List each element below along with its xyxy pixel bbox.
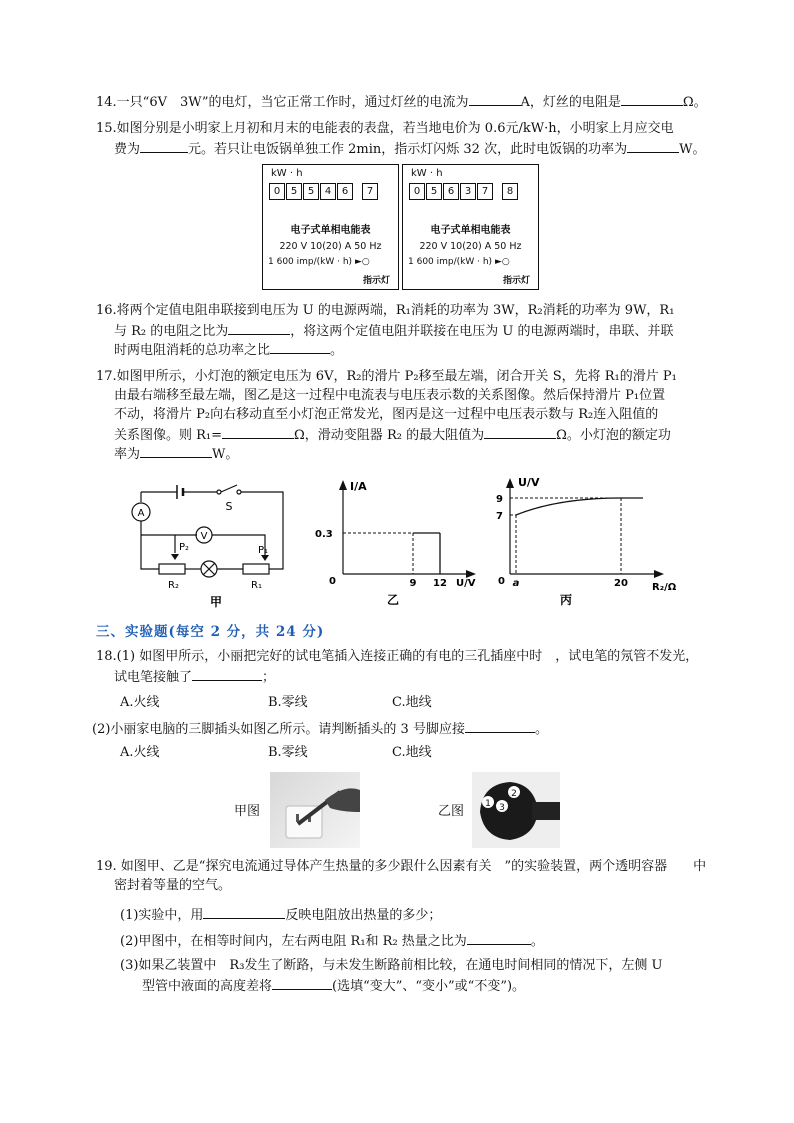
q18-option-b[interactable]: B.零线	[268, 695, 308, 710]
meter-digit: 5	[303, 183, 319, 200]
q18-option-a[interactable]: A.火线	[120, 745, 160, 760]
q15-blank-power[interactable]	[627, 139, 679, 153]
meter-digits	[409, 183, 519, 200]
meter-title: 电子式单相电能表	[430, 225, 511, 236]
switch-label: S	[225, 500, 233, 513]
q18-option-a[interactable]: A.火线	[120, 695, 160, 710]
axis-arrow-icon	[506, 478, 514, 488]
q16-blank-ratio[interactable]	[228, 321, 290, 335]
q19-line2: 密封着等量的空气。	[114, 878, 232, 893]
plug-photo	[472, 772, 560, 848]
x-axis-label: R₂/Ω	[652, 582, 677, 593]
axis-arrow-icon	[466, 570, 476, 578]
axis-arrow-icon	[654, 570, 664, 578]
graph-curve	[516, 498, 643, 515]
y-tick: 0.3	[315, 529, 333, 540]
meter-unit: kW · h	[271, 168, 303, 179]
pin-label: 2	[511, 789, 517, 799]
q16-line1: 16.将两个定值电阻串联接到电压为 U 的电源两端，R₁消耗的功率为 3W，R₂消耗的功率为 9W，R₁	[96, 303, 675, 318]
tester-photo	[270, 772, 360, 848]
meter-spec: 220 V 10(20) A 50 Hz	[419, 241, 522, 252]
q17-line4: 关系图像。则 R₁= Ω，滑动变阻器 R₂ 的最大阻值为 Ω。小灯泡的额定功	[114, 425, 671, 445]
q19-blank-2[interactable]	[467, 931, 531, 945]
y-axis-label: U/V	[518, 476, 540, 489]
figure-caption: 丙	[559, 593, 573, 607]
meter-unit: kW · h	[411, 168, 443, 179]
p1-label: P₁	[258, 545, 269, 556]
axis-arrow-icon	[339, 480, 347, 490]
meter-digit: 7	[477, 183, 493, 200]
q17-line1: 17.如图甲所示，小灯泡的额定电压为 6V，R₂的滑片 P₂移至最左端，闭合开关 S，先将 R₁的滑片 P₁	[96, 369, 677, 384]
q16-line3: 时两电阻消耗的总功率之比 。	[114, 340, 343, 360]
figure-caption: 甲	[209, 595, 223, 609]
graph-u-r2	[488, 474, 698, 610]
meter-digit: 5	[286, 183, 302, 200]
r1-label: R₁	[251, 580, 262, 591]
x-tick: 9	[409, 578, 417, 589]
q18-line3: (2)小丽家电脑的三脚插头如图乙所示。请判断插头的 3 号脚应接 。	[92, 719, 548, 739]
q18-line1: 18.(1) 如图甲所示，小丽把完好的试电笔插入连接正确的有电的三孔插座中时 ，试电笔的氖管不发光，	[96, 649, 699, 664]
q17-line3: 不动，将滑片 P₂向右移动直至小灯泡正常发光，图丙是这一过程中电压表示数与 R₂连入阻值的	[114, 407, 659, 422]
y-axis-label: I/A	[350, 480, 367, 493]
meter-imp: 1 600 imp/(kW · h) ►○	[408, 257, 510, 267]
pin-label: 3	[499, 803, 505, 813]
meter-decimal-digit: 7	[362, 183, 378, 200]
figure-caption: 乙	[386, 593, 400, 607]
origin-label: 0	[498, 576, 505, 587]
q16-blank-power-ratio[interactable]	[270, 340, 330, 354]
meter-spec: 220 V 10(20) A 50 Hz	[279, 241, 382, 252]
meter-lamp-label: 指示灯	[502, 276, 530, 286]
q19-sub2: (2)甲图中，在相等时间内，左右两电阻 R₁和 R₂ 热量之比为 。	[120, 931, 544, 951]
y-tick: 7	[496, 511, 503, 522]
indicator-arrow-icon: ►○	[354, 257, 370, 267]
circuit-diagram	[115, 480, 295, 610]
q17-blank-rated-power[interactable]	[140, 444, 212, 458]
q14-blank-resistance[interactable]	[621, 92, 683, 106]
slider-arrow-icon	[171, 554, 179, 560]
meter-digit: 6	[443, 183, 459, 200]
figure-caption: 甲图	[234, 804, 261, 819]
meter-digit: 6	[337, 183, 353, 200]
meter-digit: 0	[269, 183, 285, 200]
section-title: 三、实验题(每空 2 分，共 24 分)	[96, 624, 325, 640]
q18-blank-2[interactable]	[465, 719, 535, 733]
pin-label: 1	[485, 799, 491, 809]
q17-line5: 率为 W。	[114, 444, 238, 464]
r2-label: R₂	[168, 580, 179, 591]
q17-blank-r1[interactable]	[222, 425, 294, 439]
q15-line2: 费为 元。若只让电饭锅单独工作 2min，指示灯闪烁 32 次，此时电饭锅的功率为 W。	[114, 139, 705, 159]
x-tick: a	[512, 578, 520, 589]
y-tick: 9	[496, 494, 503, 505]
q15-line1: 15.如图分别是小明家上月初和月末的电能表的表盘，若当地电价为 0.6元/kW·h，小明家上月应交电	[96, 121, 674, 136]
q18-blank-1[interactable]	[192, 667, 262, 681]
q18-option-b[interactable]: B.零线	[268, 745, 308, 760]
meter-imp: 1 600 imp/(kW · h) ►○	[268, 257, 370, 267]
q19-line1: 19. 如图甲、乙是“探究电流通过导体产生热量的多少跟什么因素有关 ”的实验装置，两个透明容器 中	[96, 859, 707, 874]
q19-blank-1[interactable]	[203, 905, 285, 919]
figure-caption: 乙图	[438, 804, 465, 819]
x-tick: 20	[614, 578, 628, 589]
ammeter-label: A	[137, 508, 145, 519]
meter-digits	[269, 183, 379, 200]
x-tick: 12	[433, 578, 447, 589]
voltmeter-label: V	[200, 531, 208, 542]
indicator-arrow-icon: ►○	[494, 257, 510, 267]
q18-option-c[interactable]: C.地线	[392, 695, 432, 710]
q17-line2: 由最右端移至最左端，图乙是这一过程中电流表与电压表示数的关系图像。然后保持滑片 P₁位置	[114, 388, 666, 403]
energy-meter-end	[402, 164, 539, 290]
meter-decimal-digit: 8	[502, 183, 518, 200]
energy-meter-start	[262, 164, 399, 290]
q18-option-c[interactable]: C.地线	[392, 745, 432, 760]
q14-blank-current[interactable]	[469, 92, 521, 106]
q19-sub1: (1)实验中，用 反映电阻放出热量的多少；	[120, 905, 441, 925]
meter-digit: 4	[320, 183, 336, 200]
meter-title: 电子式单相电能表	[290, 225, 371, 236]
origin-label: 0	[329, 576, 336, 587]
meter-lamp-label: 指示灯	[362, 276, 390, 286]
meter-digit: 0	[409, 183, 425, 200]
x-axis-label: U/V	[456, 578, 476, 589]
q19-sub3-line1: (3)如果乙装置中 R₃发生了断路，与未发生断路前相比较，在通电时间相同的情况下，左侧 U	[120, 958, 663, 973]
q19-blank-3[interactable]	[272, 976, 332, 990]
q15-blank-fee[interactable]	[140, 139, 188, 153]
meter-digit: 5	[426, 183, 442, 200]
meter-digit: 3	[460, 183, 476, 200]
q14-line: 14.一只“6V 3W”的电灯，当它正常工作时，通过灯丝的电流为 A，灯丝的电阻是 Ω。	[96, 92, 707, 112]
q18-line2: 试电笔接触了 ；	[114, 667, 275, 687]
q17-blank-r2max[interactable]	[484, 425, 556, 439]
q16-line2: 与 R₂ 的电阻之比为 ，将这两个定值电阻并联接在电压为 U 的电源两端时，串联、并联	[114, 321, 674, 341]
graph-i-u	[310, 476, 485, 610]
q19-sub3-line2: 型管中液面的高度差将 (选填“变大”、“变小”或“不变”)。	[142, 976, 525, 996]
p2-label: P₂	[179, 542, 190, 553]
